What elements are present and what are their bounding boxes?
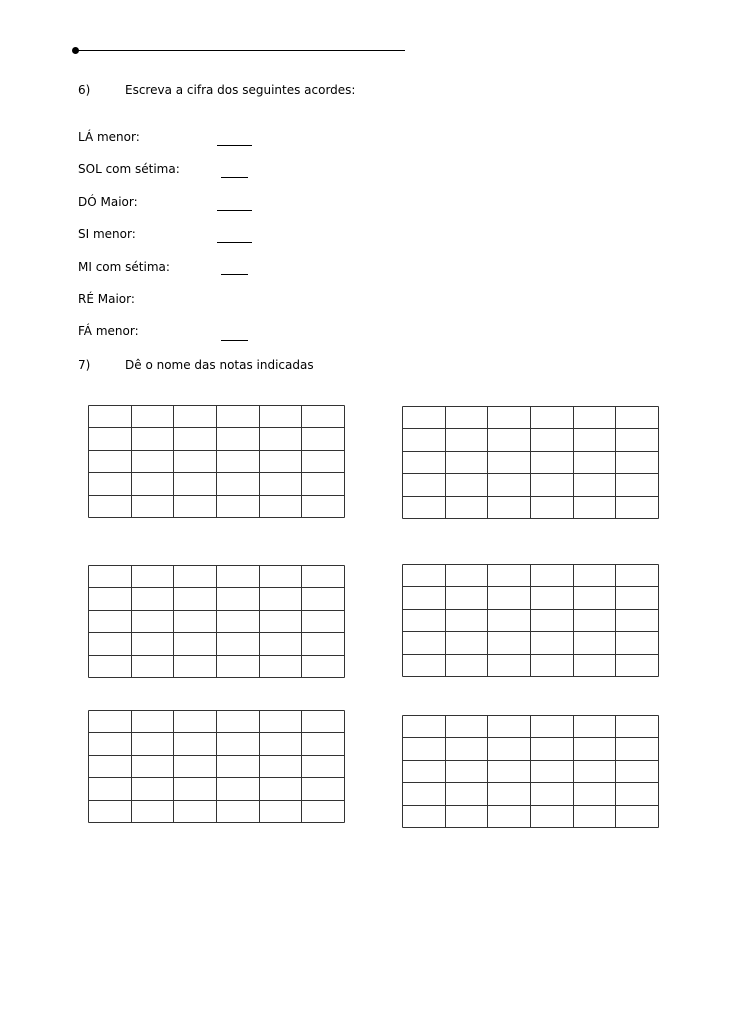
fretboard-svg xyxy=(88,405,345,518)
fretboard-grid-6[interactable] xyxy=(402,715,658,827)
answer-blank-fa-menor[interactable] xyxy=(221,340,248,341)
fretboard-svg xyxy=(88,710,345,823)
chord-label-la-menor: LÁ menor: xyxy=(78,130,140,144)
header-rule xyxy=(75,50,405,51)
answer-blank-do-maior[interactable] xyxy=(217,210,252,211)
fretboard-grid-4[interactable] xyxy=(402,564,658,676)
fretboard-svg xyxy=(402,406,659,519)
fretboard-grid-5[interactable] xyxy=(88,710,344,822)
chord-label-re-maior: RÉ Maior: xyxy=(78,292,135,306)
question-6-number: 6) xyxy=(78,83,91,97)
fretboard-grid-1[interactable] xyxy=(88,405,344,517)
answer-blank-sol-setima[interactable] xyxy=(221,177,248,178)
question-7-number: 7) xyxy=(78,358,91,372)
chord-label-do-maior: DÓ Maior: xyxy=(78,195,138,209)
chord-label-sol-setima: SOL com sétima: xyxy=(78,162,180,176)
chord-label-mi-setima: MI com sétima: xyxy=(78,260,170,274)
question-6-prompt: Escreva a cifra dos seguintes acordes: xyxy=(125,83,356,97)
fretboard-svg xyxy=(402,715,659,828)
chord-label-si-menor: SI menor: xyxy=(78,227,136,241)
question-7-prompt: Dê o nome das notas indicadas xyxy=(125,358,314,372)
fretboard-svg xyxy=(402,564,659,677)
chord-label-fa-menor: FÁ menor: xyxy=(78,324,139,338)
answer-blank-si-menor[interactable] xyxy=(217,242,252,243)
fretboard-grid-2[interactable] xyxy=(402,406,658,518)
fretboard-grid-3[interactable] xyxy=(88,565,344,677)
fretboard-svg xyxy=(88,565,345,678)
answer-blank-la-menor[interactable] xyxy=(217,145,252,146)
answer-blank-mi-setima[interactable] xyxy=(221,274,248,275)
